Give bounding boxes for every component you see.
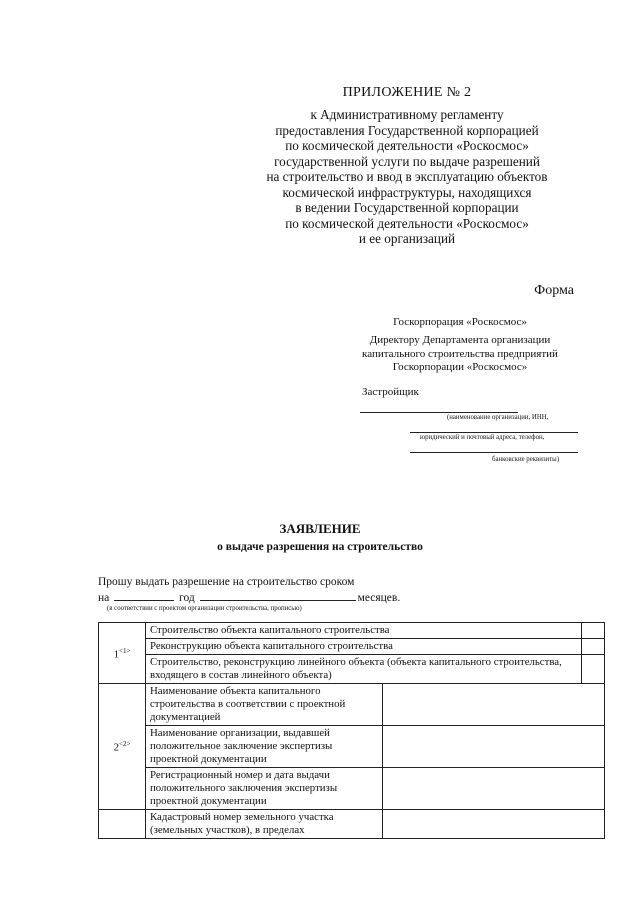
months-label: месяцев. xyxy=(357,592,401,604)
section-number: $1^{<1>}$ xyxy=(99,623,146,684)
appendix-line: в ведении Государственной корпорации xyxy=(295,200,519,215)
table-row xyxy=(99,639,605,655)
value-cell[interactable] xyxy=(383,810,605,839)
developer-address-line[interactable] xyxy=(410,432,578,433)
statement-subtitle: о выдаче разрешения на строительство xyxy=(217,541,423,553)
table-row xyxy=(99,810,605,839)
checkbox-cell[interactable] xyxy=(582,639,605,655)
appendix-line: по космической деятельности «Роскосмос» xyxy=(285,215,529,231)
developer-bank-line[interactable] xyxy=(410,452,578,453)
section-number xyxy=(99,810,146,839)
table-cell: Наименование объекта капитального строительства в соответствии с проектной документацией xyxy=(146,684,383,726)
request-note: (в соответствии с проектом организации строительства, прописью) xyxy=(107,605,302,612)
appendix-line: на строительство и ввод в эксплуатацию объектов xyxy=(266,169,548,184)
appendix-subtitle xyxy=(240,107,574,247)
year-input-line[interactable] xyxy=(114,590,174,601)
request-line: Прошу выдать разрешение на строительство сроком xyxy=(98,576,355,588)
statement-title: ЗАЯВЛЕНИЕ xyxy=(279,521,361,536)
table-row xyxy=(99,768,605,810)
table-cell: Наименование организации, выдавшей положительное заключение экспертизы проектной документации xyxy=(146,726,383,768)
appendix-line: космической инфраструктуры, находящихся xyxy=(282,184,532,200)
request-term-line xyxy=(98,590,400,604)
value-cell[interactable] xyxy=(383,726,605,768)
appendix-line: к Административному регламенту xyxy=(310,107,504,122)
developer-label: Застройщик xyxy=(362,386,419,398)
addressee-director xyxy=(340,334,580,375)
table-cell: Реконструкцию объекта капитального строительства xyxy=(146,639,582,655)
director-line: капитального строительства предприятий xyxy=(362,347,558,360)
value-cell[interactable] xyxy=(383,768,605,810)
na-label: на xyxy=(98,592,110,604)
appendix-line: государственной услуги по выдаче разрешений xyxy=(274,153,540,169)
table-row xyxy=(99,684,605,726)
checkbox-cell[interactable] xyxy=(582,623,605,639)
addressee-org: Госкорпорация «Роскосмос» xyxy=(393,316,527,328)
appendix-title: ПРИЛОЖЕНИЕ № 2 xyxy=(342,85,472,100)
director-line: Госкорпорации «Роскосмос» xyxy=(392,361,528,373)
appendix-line: предоставления Государственной корпорацией xyxy=(275,122,539,138)
developer-hint: (наименование организации, ИНН, xyxy=(447,414,549,421)
year-label: год xyxy=(179,592,195,604)
developer-hint: банковские реквизиты) xyxy=(492,456,559,463)
developer-hint: юридический и почтовый адреса, телефон, xyxy=(420,434,545,441)
table-cell: Строительство, реконструкцию линейного объекта (объекта капитального строительства, входящего в состав линейного объекта) xyxy=(146,655,582,684)
director-line: Директору Департамента организации xyxy=(369,334,551,346)
form-label: Форма xyxy=(534,283,574,298)
table-row xyxy=(99,655,605,684)
checkbox-cell[interactable] xyxy=(582,655,605,684)
appendix-line: и ее организаций xyxy=(358,231,456,246)
table-cell: Строительство объекта капитального строительства xyxy=(146,623,582,639)
value-cell[interactable] xyxy=(383,684,605,726)
table-cell: Регистрационный номер и дата выдачи положительного заключения экспертизы проектной документации xyxy=(146,768,383,810)
table-row xyxy=(99,726,605,768)
section-number: $2^{<2>}$ xyxy=(99,684,146,810)
appendix-line: по космической деятельности «Роскосмос» xyxy=(285,138,529,153)
table-row xyxy=(99,623,605,639)
application-table xyxy=(98,622,605,839)
developer-name-line[interactable] xyxy=(360,412,518,413)
table-cell: Кадастровый номер земельного участка (земельных участков), в пределах xyxy=(146,810,383,839)
months-input-line[interactable] xyxy=(200,590,356,601)
